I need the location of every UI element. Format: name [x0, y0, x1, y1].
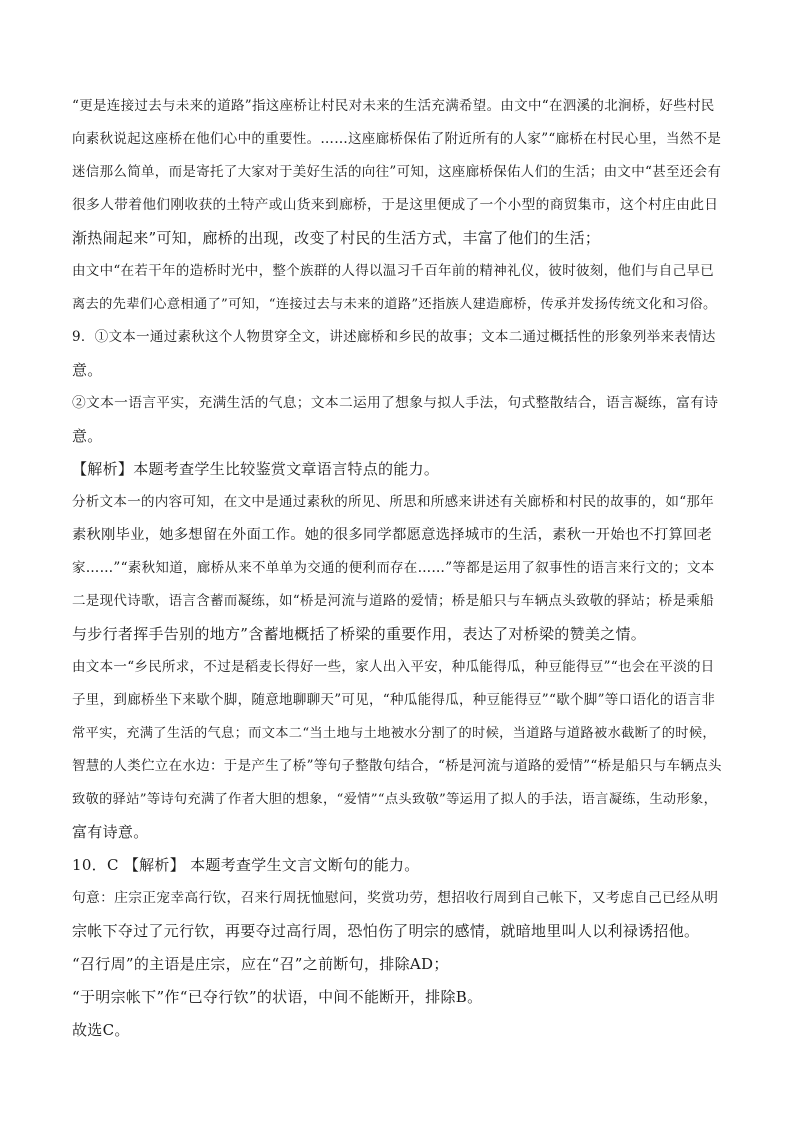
- analysis-line: 子里，到廊桥坐下来歇个脚，随意地聊聊天”可见，“种瓜能得瓜，种豆能得豆”“歇个脚”等口语化的语言非: [72, 692, 716, 708]
- answer-10-line: 宗帐下夺过了元行钦，再要夺过高行周，恐怕伤了明宗的感情，就暗地里叫人以利禄诱招他。: [72, 922, 700, 940]
- analysis-line: 致敬的驿站”等诗句充满了作者大胆的想象，“爱情”“点头致敬”等运用了拟人的手法，语言凝练，生动形象，: [72, 792, 718, 807]
- analysis-line: 家……”“素秋知道，廊桥从来不单单为交通的便利而存在……”等都是运用了叙事性的语言来行文的；文本: [72, 560, 715, 576]
- paragraph-line: 由文中“在若干年的造桥时光中，整个族群的人得以温习千百年前的精神礼仪，彼时彼刻，他们与自己早已: [72, 263, 714, 279]
- answer-9-line: 意。: [72, 361, 103, 379]
- paragraph-line: 向素秋说起这座桥在他们心中的重要性。……这座廊桥保佑了附近所有的人家”“廊桥在村民心里，当然不是: [72, 131, 722, 147]
- document-body: [72, 96, 722, 1053]
- paragraph-line: 渐热闹起来”可知，廊桥的出现，改变了村民的生活方式，丰富了他们的生活；: [72, 229, 601, 247]
- answer-10-line: 10．C 【解析】 本题考查学生文言文断句的能力。: [72, 856, 420, 874]
- analysis-line: 常平实，充满了生活的气息；而文本二“当土地与土地被水分割了的时候，当道路与道路被水截断了的时候，: [72, 726, 716, 741]
- analysis-line: 二是现代诗歌，语言含蓄而凝练，如“桥是河流与道路的爱情；桥是船只与车辆点头致敬的驿站；桥是乘船: [72, 593, 714, 609]
- paragraph-line: 很多人带着他们刚收获的土特产或山货来到廊桥，于是这里便成了一个小型的商贸集市，这个村庄由此日: [72, 197, 719, 213]
- paragraph-line: 离去的先辈们心意相通了”可知，“连接过去与未来的道路”还指族人建造廊桥，传承并发扬传统文化和习俗。: [72, 297, 717, 312]
- answer-10-line: 故选C。: [72, 1021, 130, 1039]
- answer-9-line: ②文本一语言平实，充满生活的气息；文本二运用了想象与拟人手法，句式整散结合，语言凝练，富有诗: [72, 395, 719, 411]
- analysis-heading: 【解析】本题考查学生比较鉴赏文章语言特点的能力。: [72, 460, 440, 478]
- analysis-line: 智慧的人类伫立在水边：于是产生了桥”等句子整散句结合，“桥是河流与道路的爱情”“桥是船只与车辆点头: [72, 758, 722, 774]
- answer-9-line: 意。: [72, 427, 103, 445]
- analysis-line: 富有诗意。: [72, 823, 149, 841]
- answer-9-line: 9．①文本一通过素秋这个人物贯穿全文，讲述廊桥和乡民的故事；文本二通过概括性的形象列举来表情达: [72, 329, 716, 345]
- analysis-line: 分析文本一的内容可知，在文中是通过素秋的所见、所思和所感来讲述有关廊桥和村民的故事的，如“那年: [72, 494, 714, 510]
- analysis-line: 与步行者挥手告别的地方”含蓄地概括了桥梁的重要作用，表达了对桥梁的赞美之情。: [72, 625, 647, 643]
- answer-10-line: 句意：庄宗正宠幸高行钦，召来行周抚恤慰问，奖赏功劳，想招收行周到自己帐下，又考虑自己已经从明: [72, 890, 719, 906]
- answer-10-line: “召行周”的主语是庄宗，应在“召”之前断句，排除AD；: [72, 955, 449, 973]
- analysis-line: 素秋刚毕业，她多想留在外面工作。她的很多同学都愿意选择城市的生活，素秋一开始也不打算回老: [72, 527, 713, 543]
- analysis-line: 由文本一“乡民所求，不过是稻麦长得好一些，家人出入平安，种瓜能得瓜，种豆能得豆”“也会在平淡的日: [72, 659, 715, 675]
- paragraph-line: 迷信那么简单，而是寄托了大家对于美好生活的向往”可知，这座廊桥保佑人们的生活；由文中“甚至还会有: [72, 164, 722, 180]
- paragraph-line: “更是连接过去与未来的道路”指这座桥让村民对未来的生活充满希望。由文中“在泗溪的北涧桥，好些村民: [72, 98, 715, 114]
- answer-10-line: “于明宗帐下”作“已夺行钦”的状语，中间不能断开，排除B。: [72, 988, 483, 1006]
